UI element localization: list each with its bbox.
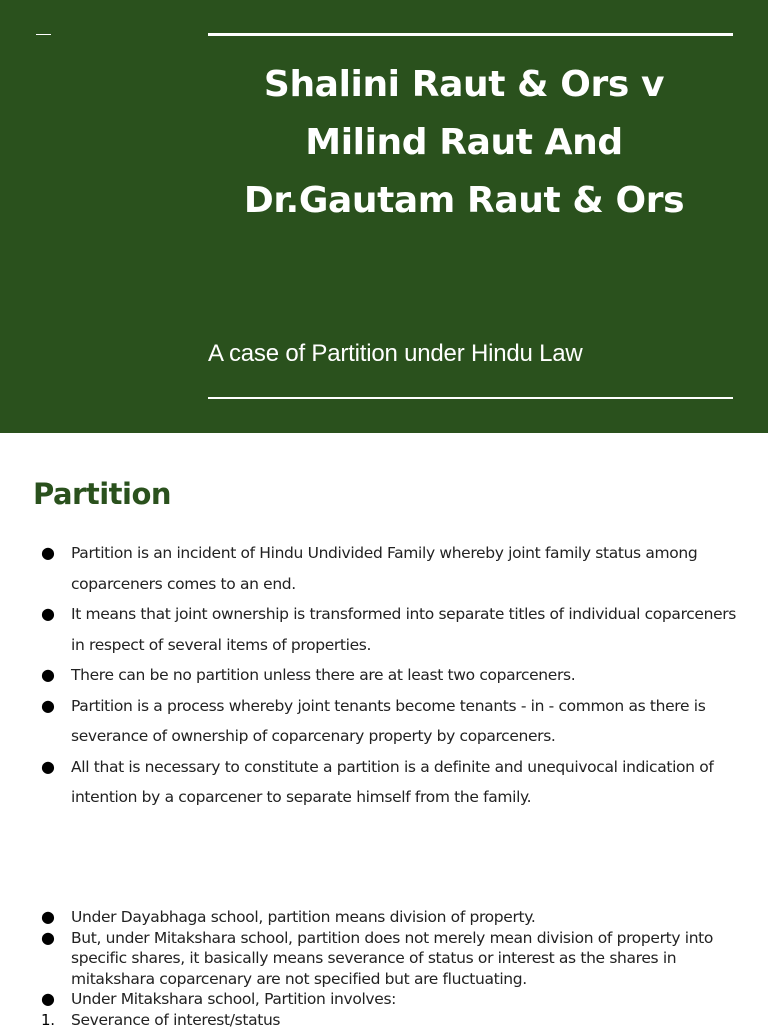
bullet-item [0,928,768,990]
partition-bullet-list [0,538,768,813]
title-slide [0,0,768,433]
numbered-item-text: Severance of interest/status [71,1011,280,1029]
bullet-item [0,691,768,752]
bullet-icon: ● [41,752,55,783]
numbered-item [0,1010,768,1030]
bullet-icon: ● [41,691,55,722]
bullet-item [0,907,768,928]
bullet-item [0,989,768,1010]
item-number: 1. [41,1010,55,1030]
bullet-text: All that is necessary to constitute a partition is a definite and unequivocal indication of intention by a coparcener to separate himself from the family. [71,758,713,807]
bullet-text: Under Dayabhaga school, partition means division of property. [71,908,535,926]
title-top-rule [208,33,733,36]
bullet-icon: ● [41,599,55,630]
section-heading: Partition [33,474,171,514]
bullet-text: But, under Mitakshara school, partition does not merely mean division of property into specific shares, it basically means severance of status or interest as the shares in mitakshara coparcenary are not specified but are fluctuating. [71,929,713,988]
bullet-item [0,599,768,660]
bullet-item [0,660,768,691]
bullet-text: Under Mitakshara school, Partition involves: [71,990,396,1008]
bullet-icon: ● [41,907,55,928]
bullet-icon: ● [41,538,55,569]
bullet-text: Partition is an incident of Hindu Undivided Family whereby joint family status among coparceners comes to an end. [71,544,697,593]
bullet-icon: ● [41,928,55,949]
bullet-text: There can be no partition unless there are at least two coparceners. [71,666,575,684]
corner-dash [36,34,51,35]
slide-subtitle: A case of Partition under Hindu Law [208,339,733,369]
slide-title: Shalini Raut & Ors v Milind Raut And Dr.Gautam Raut & Ors [208,56,720,230]
bullet-icon: ● [41,989,55,1010]
bullet-item [0,538,768,599]
bullet-text: Partition is a process whereby joint tenants become tenants - in - common as there is severance of ownership of coparcenary property by coparceners. [71,697,705,746]
title-bottom-rule [208,397,733,399]
bullet-item [0,752,768,813]
second-bullet-list [0,907,768,1030]
bullet-icon: ● [41,660,55,691]
bullet-text: It means that joint ownership is transformed into separate titles of individual coparceners in respect of several items of properties. [71,605,736,654]
